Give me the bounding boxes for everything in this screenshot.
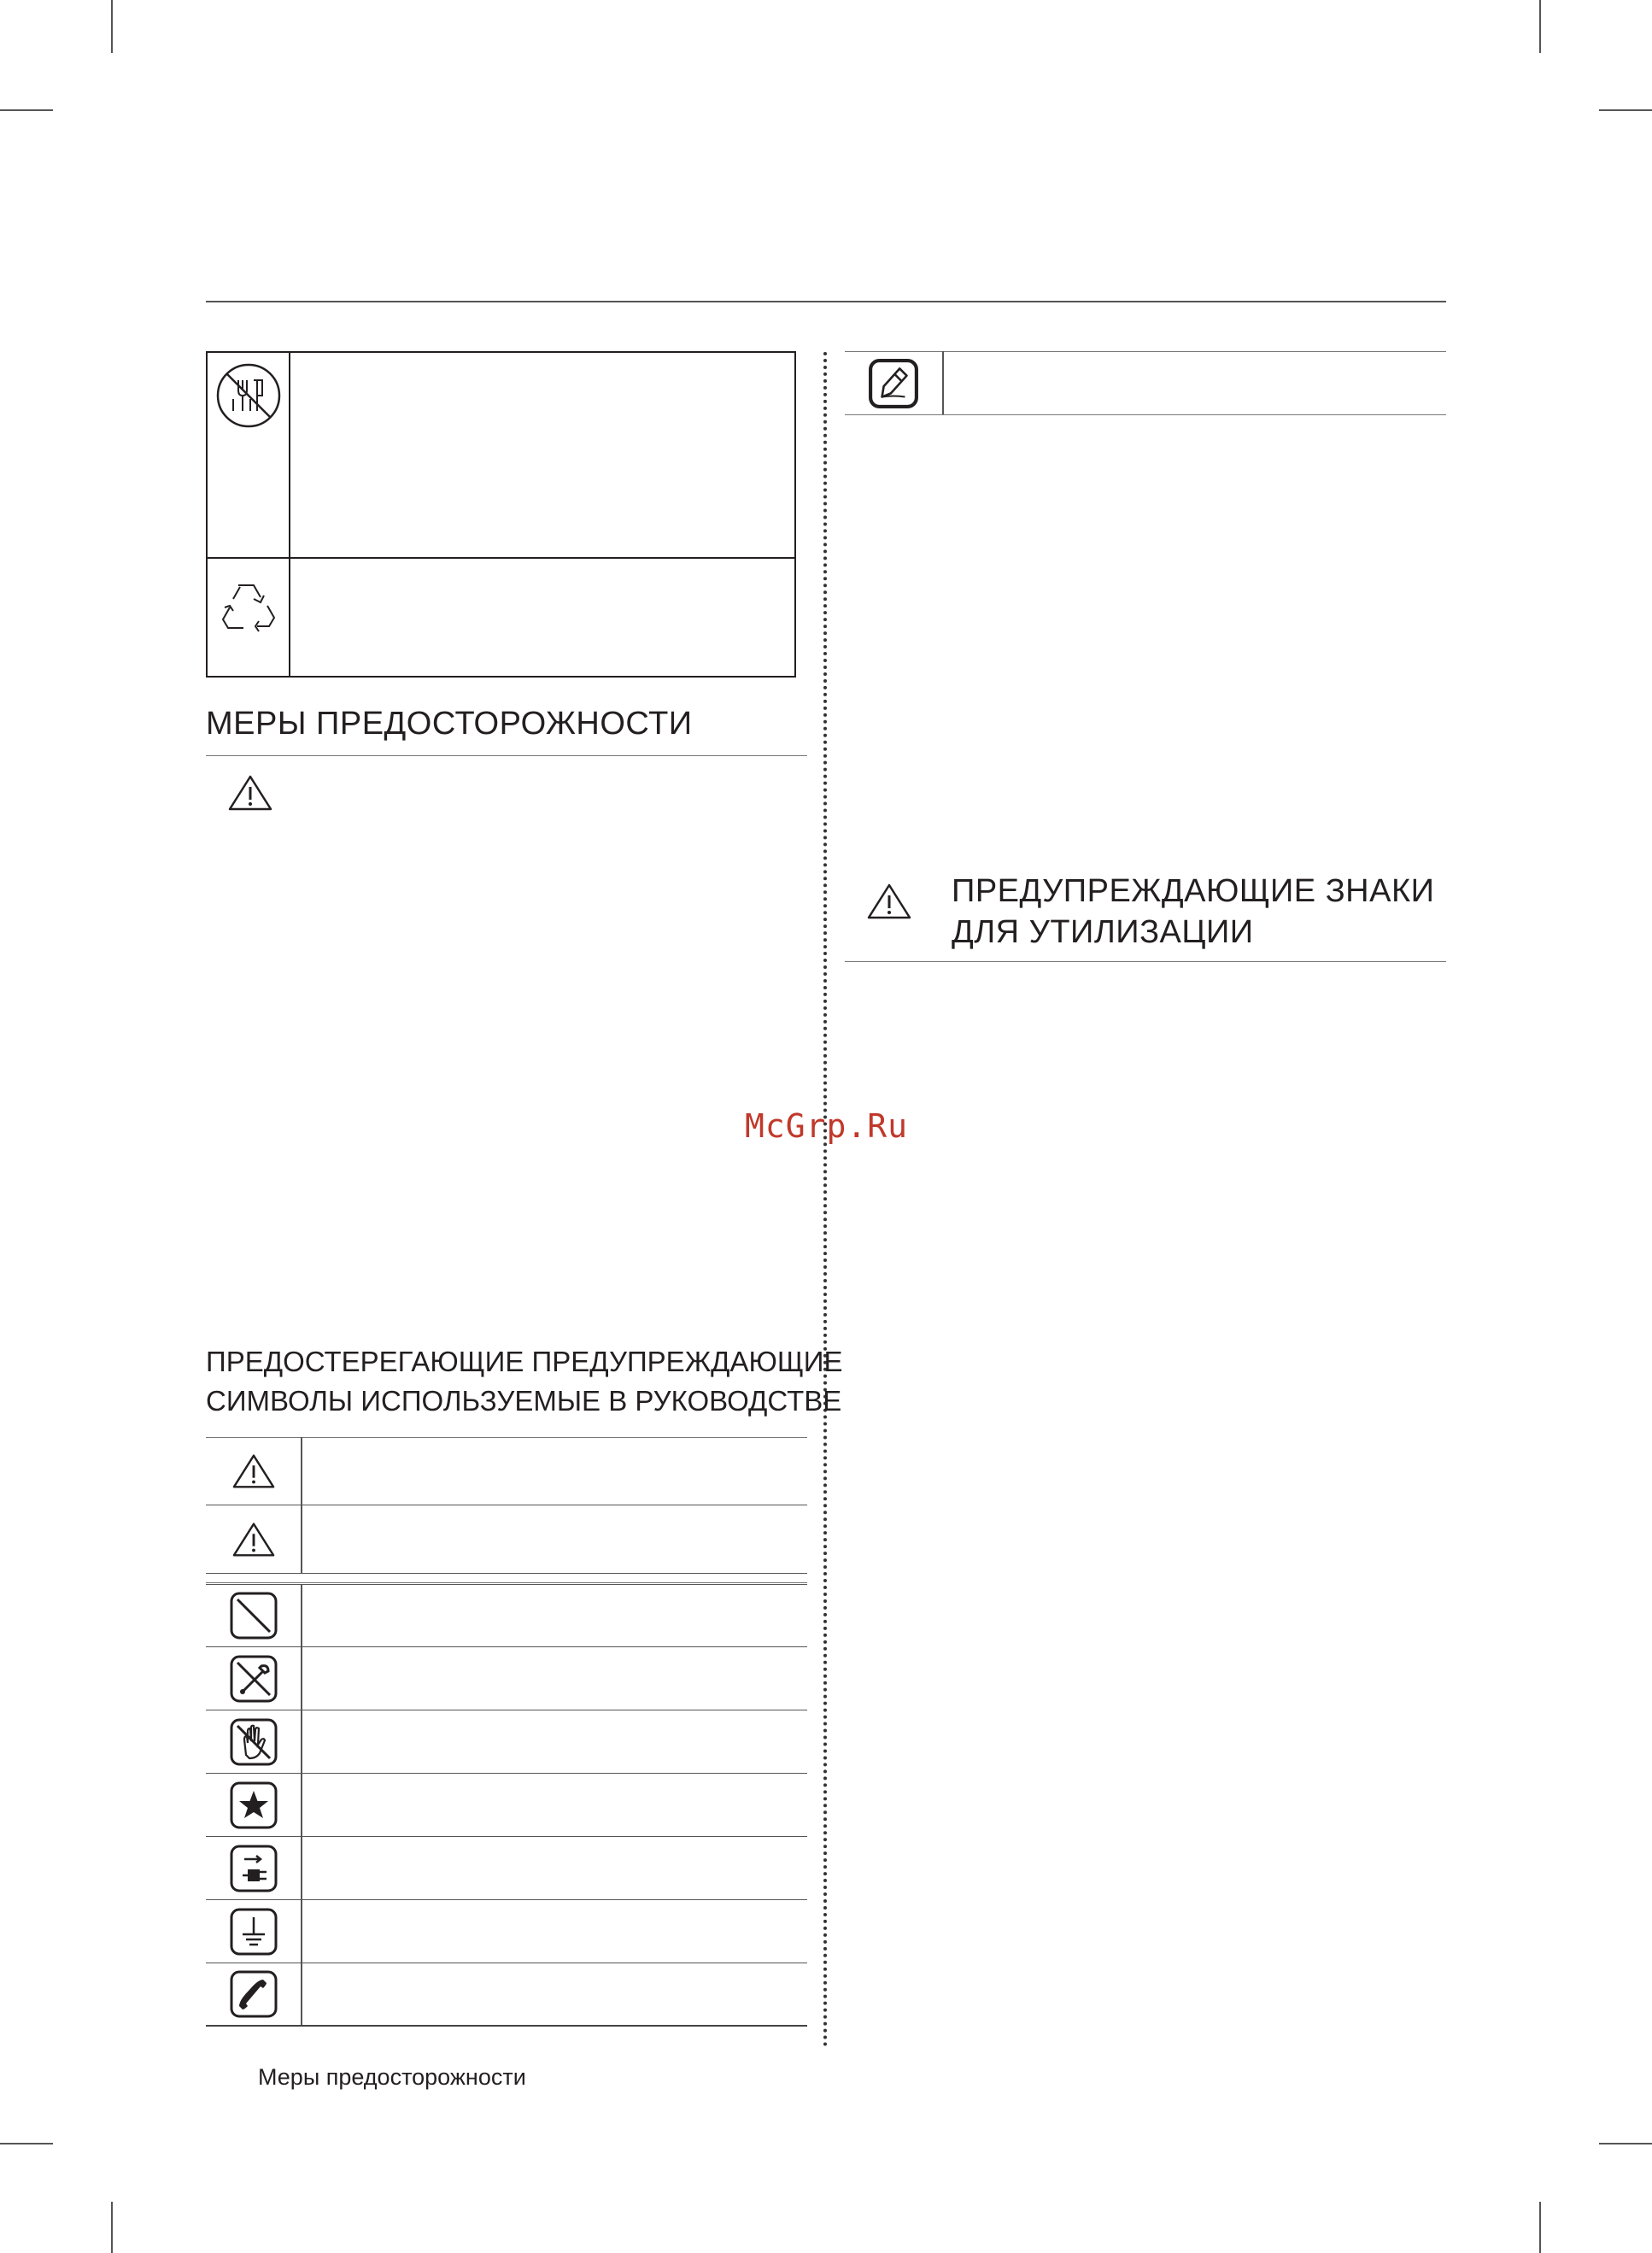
table-row — [206, 1437, 807, 1505]
cell-divider — [301, 1837, 302, 1899]
do-not-disassemble-icon — [206, 1647, 301, 1710]
table-row-divider — [208, 557, 794, 559]
cell-divider — [301, 1505, 302, 1573]
table-section-rule — [206, 1582, 807, 1583]
cell-divider — [301, 1774, 302, 1836]
table-row — [206, 1647, 807, 1710]
crop-mark — [111, 0, 113, 53]
table-row — [206, 1774, 807, 1837]
table-cell-divider — [289, 353, 290, 676]
caution-triangle-icon — [206, 1505, 301, 1573]
follow-instructions-star-icon — [206, 1774, 301, 1836]
table-row — [206, 1837, 807, 1900]
warning-triangle-icon — [227, 774, 273, 812]
recycle-icon — [218, 577, 279, 638]
table-row — [206, 1505, 807, 1574]
table-row — [206, 1584, 807, 1647]
symbols-table — [206, 1437, 807, 2027]
no-food-contact-icon — [214, 361, 283, 430]
cell-divider — [301, 1900, 302, 1963]
table-row — [206, 1963, 807, 2027]
cell-divider — [301, 1585, 302, 1646]
note-box-top-rule — [845, 351, 1446, 352]
contact-service-phone-icon — [206, 1963, 301, 2025]
ground-icon — [206, 1900, 301, 1963]
crop-mark — [1539, 0, 1541, 53]
cell-divider — [301, 1437, 302, 1505]
cell-divider — [301, 1963, 302, 2025]
cell-divider — [301, 1647, 302, 1710]
column-divider — [823, 352, 827, 2048]
crop-mark — [0, 109, 53, 111]
do-not-touch-icon — [206, 1710, 301, 1773]
crop-mark — [1599, 2143, 1652, 2144]
crop-mark — [1599, 109, 1652, 111]
section-rule — [845, 961, 1446, 962]
section-title-symbols-line1: ПРЕДОСТЕРЕГАЮЩИЕ ПРЕДУПРЕЖДАЮЩИЕ — [206, 1346, 843, 1377]
section-title-symbols-line2: СИМВОЛЫ ИСПОЛЬЗУЕМЫЕ В РУКОВОДСТВЕ — [206, 1385, 842, 1417]
header-rule — [206, 301, 1446, 302]
note-box-divider — [942, 351, 944, 414]
watermark-text: McGrp.Ru — [745, 1107, 909, 1145]
symbol-table-top — [206, 351, 796, 678]
crop-mark — [0, 2143, 53, 2144]
warning-triangle-icon — [206, 1437, 301, 1505]
unplug-icon — [206, 1837, 301, 1899]
table-row — [206, 1710, 807, 1774]
section-rule — [206, 755, 807, 756]
prohibited-icon — [206, 1585, 301, 1646]
table-row — [206, 1900, 807, 1963]
crop-mark — [1539, 2202, 1541, 2253]
note-pencil-icon — [868, 358, 919, 409]
crop-mark — [111, 2202, 113, 2253]
note-box-bottom-rule — [845, 414, 1446, 415]
cell-divider — [301, 1710, 302, 1773]
page-footer: Меры предосторожности — [258, 2064, 526, 2090]
warning-triangle-icon — [866, 883, 912, 920]
section-title-disposal-line2: ДЛЯ УТИЛИЗАЦИИ — [952, 914, 1254, 950]
section-title-disposal-line1: ПРЕДУПРЕЖДАЮЩИЕ ЗНАКИ — [952, 873, 1435, 909]
section-title-precautions: МЕРЫ ПРЕДОСТОРОЖНОСТИ — [206, 706, 693, 742]
